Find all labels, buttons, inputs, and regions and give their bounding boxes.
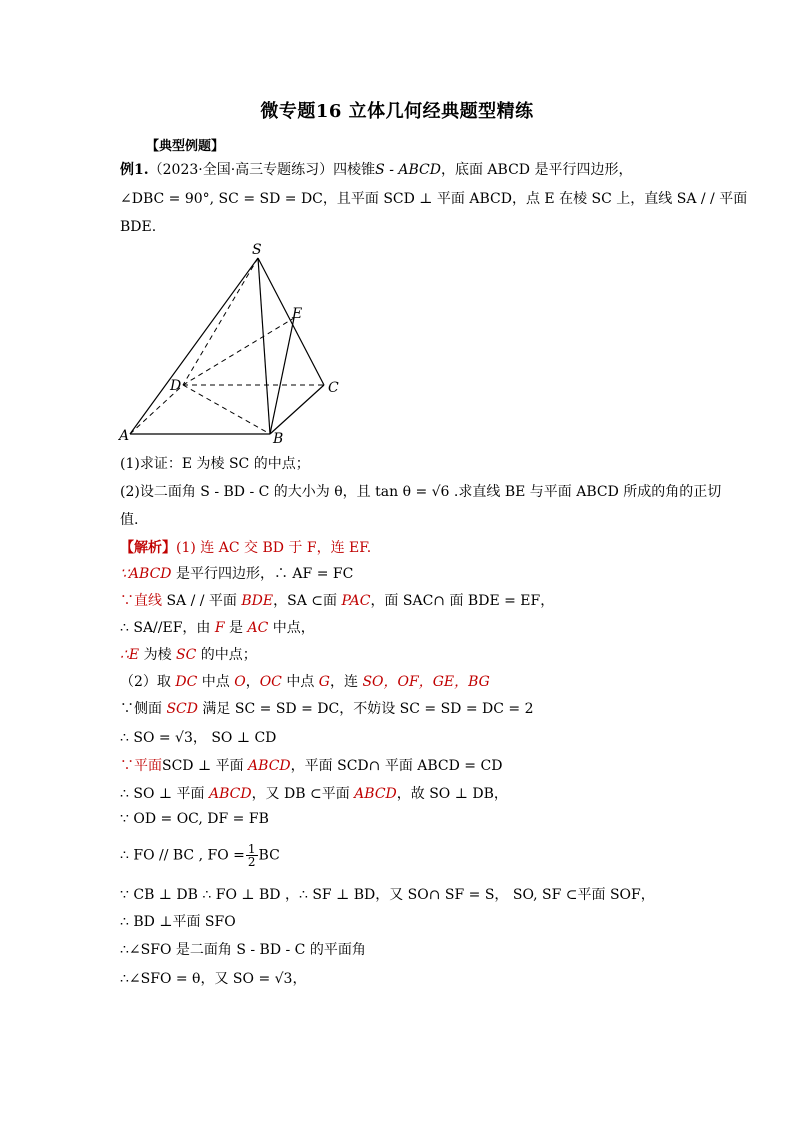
example-line-2: ∠DBC = 90°, SC = SD = DC，且平面 SCD ⊥ 平面 ABCD，点 E 在棱 SC 上，直线 SA / / 平面 [120,191,748,207]
edge-DE [183,318,294,385]
pyramid-figure [118,240,348,445]
example-label: 例1. [120,162,149,178]
solution-line-2: ∵ABCD 是平行四边形，∴ AF = FC [120,566,354,582]
solution-line-4: ∴ SA//EF，由 F 是 AC 中点， [120,620,315,636]
label-S: S [252,242,262,258]
edge-SA [130,258,258,434]
example-math: S - ABCD [375,162,441,178]
example-line-3: BDE. [120,219,157,235]
example-tail: ，底面 ABCD 是平行四边形， [440,162,633,178]
question-2-line-1: (2)设二面角 S - BD - C 的大小为 θ，且 tan θ = √6 .求直线 BE 与平面 ABCD 所成的角的正切 [120,484,722,500]
solution-line-11: ∵ OD = OC, DF = FB [120,811,269,827]
page-title: 微专题16 立体几何经典题型精练 [260,101,534,122]
solution-line-6: （2）取 DC 中点 O，OC 中点 G，连 SO，OF，GE，BG [120,674,490,690]
label-A: A [119,428,130,444]
solution-line-15: ∴∠SFO 是二面角 S - BD - C 的平面角 [120,942,366,958]
label-E: E [292,306,303,322]
solution-heading: 【解析】 [120,540,176,556]
edge-SD [183,258,258,385]
edge-BE [270,318,294,434]
solution-line-5: ∴E 为棱 SC 的中点； [120,647,257,663]
solution-line-9: ∵平面SCD ⊥ 平面 ABCD，平面 SCD∩ 平面 ABCD = CD [120,758,503,774]
edge-DB [183,385,270,434]
solution-line-10: ∴ SO ⊥ 平面 ABCD，又 DB ⊂平面 ABCD，故 SO ⊥ DB， [120,786,508,802]
solution-line-13: ∵ CB ⊥ DB ∴ FO ⊥ BD ，∴ SF ⊥ BD，又 SO∩ SF = S， SO, SF ⊂平面 SOF， [120,887,655,903]
solution-line-7: ∵侧面 SCD 满足 SC = SD = DC，不妨设 SC = SD = DC = 2 [120,701,534,717]
solution-line-8: ∴ SO = √3， SO ⊥ CD [120,730,277,746]
label-B: B [273,431,284,445]
solution-line-16: ∴∠SFO = θ，又 SO = √3， [120,971,307,987]
edge-SB [258,258,270,434]
label-D: D [170,378,182,394]
question-1: (1)求证：E 为棱 SC 的中点； [120,456,310,472]
solution-line-12: ∴ FO // BC , FO = $\frac{1}{2}$ BC [120,842,280,869]
question-2-line-2: 值. [120,512,139,528]
section-heading: 【典型例题】 [146,139,225,154]
solution-line-3: ∵直线 SA / / 平面 BDE，SA ⊂面 PAC，面 SAC∩ 面 BDE = EF， [120,593,555,609]
solution-line-14: ∴ BD ⊥平面 SFO [120,914,236,930]
example-text: 四棱锥 [333,162,376,178]
label-C: C [328,380,339,396]
example-line-1 [120,161,632,179]
fraction-one-half: $\frac{1}{2}$ [247,842,256,869]
example-source: （2023·全国·高三专题练习） [148,162,334,178]
edge-SC [258,258,324,385]
solution-line-1: 【解析】(1) 连 AC 交 BD 于 F，连 EF. [120,540,372,556]
